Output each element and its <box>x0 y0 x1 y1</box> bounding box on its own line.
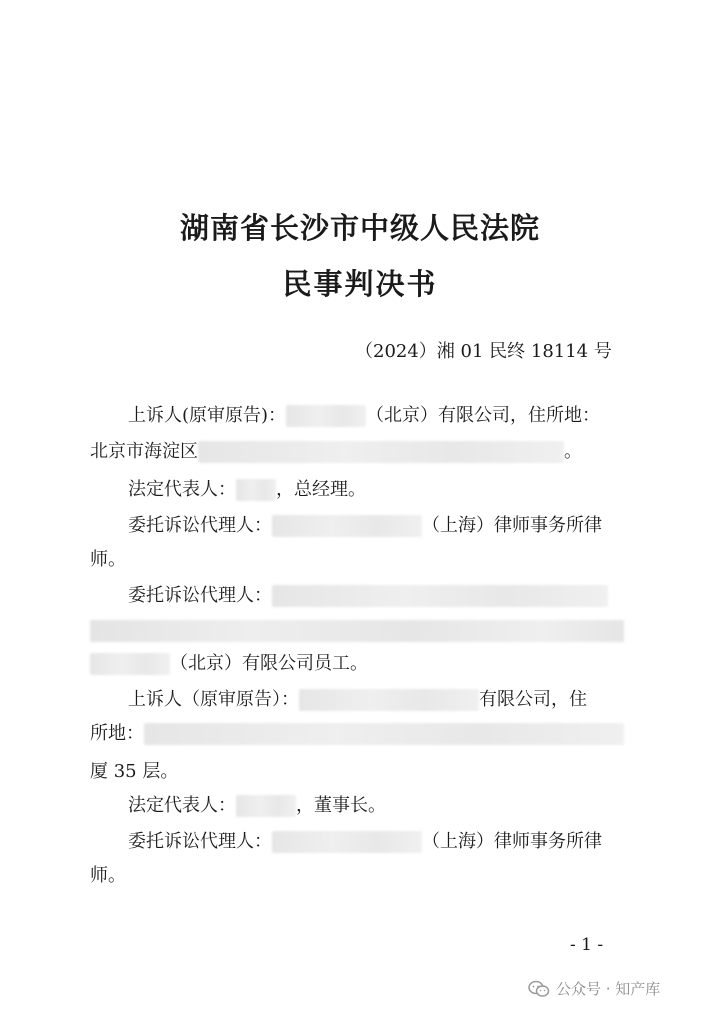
legal-rep-2-line <box>128 794 386 818</box>
redacted-company-name <box>299 689 479 711</box>
redacted-agent-details <box>272 585 608 607</box>
redacted-full-line <box>90 620 624 642</box>
legal-rep-2-label: 法定代表人： <box>128 795 236 816</box>
appellant-1-address-line <box>90 440 582 464</box>
legal-rep-1-suffix: ，总经理。 <box>276 479 366 500</box>
redacted-address <box>144 723 624 745</box>
appellant-2-address-end: 厦 35 层。 <box>90 761 179 782</box>
appellant-1-label: 上诉人(原审原告)： <box>128 405 287 426</box>
redacted-person-name <box>236 795 296 817</box>
redacted-address <box>198 441 564 463</box>
appellant-1-address-prefix: 北京市海淀区 <box>90 441 198 462</box>
agent-3-label: 委托诉讼代理人： <box>128 831 272 852</box>
agent-1-firm-suffix: （上海）律师事务所律 <box>422 515 602 536</box>
agent-1-line <box>128 514 602 538</box>
agent-3-firm-suffix: （上海）律师事务所律 <box>422 831 602 852</box>
redacted-law-firm <box>272 831 422 853</box>
agent-2-end-line <box>90 652 368 676</box>
appellant-2-label: 上诉人（原审原告）： <box>128 689 299 710</box>
appellant-2-company-suffix: 有限公司，住 <box>479 689 587 710</box>
redacted-person-name <box>236 479 276 501</box>
redacted-law-firm <box>272 515 422 537</box>
appellant-1-line <box>128 404 600 428</box>
appellant-2-line <box>128 688 587 712</box>
court-name: 湖南省长沙市中级人民法院 <box>179 211 540 245</box>
document-type-title: 民事判决书 <box>282 267 438 301</box>
appellant-1-company-suffix: （北京）有限公司，住所地： <box>366 405 601 426</box>
agent-1-wrap-line: 师。 <box>90 549 126 570</box>
legal-rep-2-suffix: ，董事长。 <box>296 795 386 816</box>
legal-rep-1-label: 法定代表人： <box>128 479 236 500</box>
appellant-1-address-end: 。 <box>564 441 582 462</box>
case-number: （2024）湘 01 民终 18114 号 <box>355 341 612 362</box>
page-number: - 1 - <box>570 935 604 955</box>
agent-3-line <box>128 830 602 854</box>
wechat-icon <box>528 980 550 998</box>
agent-3-wrap-line: 师。 <box>90 865 126 886</box>
appellant-2-address-line <box>90 722 624 746</box>
appellant-2-address-label: 所地： <box>90 723 144 744</box>
watermark <box>528 978 660 999</box>
agent-2-label: 委托诉讼代理人： <box>128 585 272 606</box>
agent-2-line <box>128 584 608 608</box>
agent-2-company-suffix: （北京）有限公司员工。 <box>170 653 368 674</box>
redacted-company-name <box>286 405 366 427</box>
legal-rep-1-line <box>128 478 366 502</box>
redacted-company-name <box>90 653 170 675</box>
agent-1-label: 委托诉讼代理人： <box>128 515 272 536</box>
watermark-text: 公众号 · 知产库 <box>556 980 661 998</box>
